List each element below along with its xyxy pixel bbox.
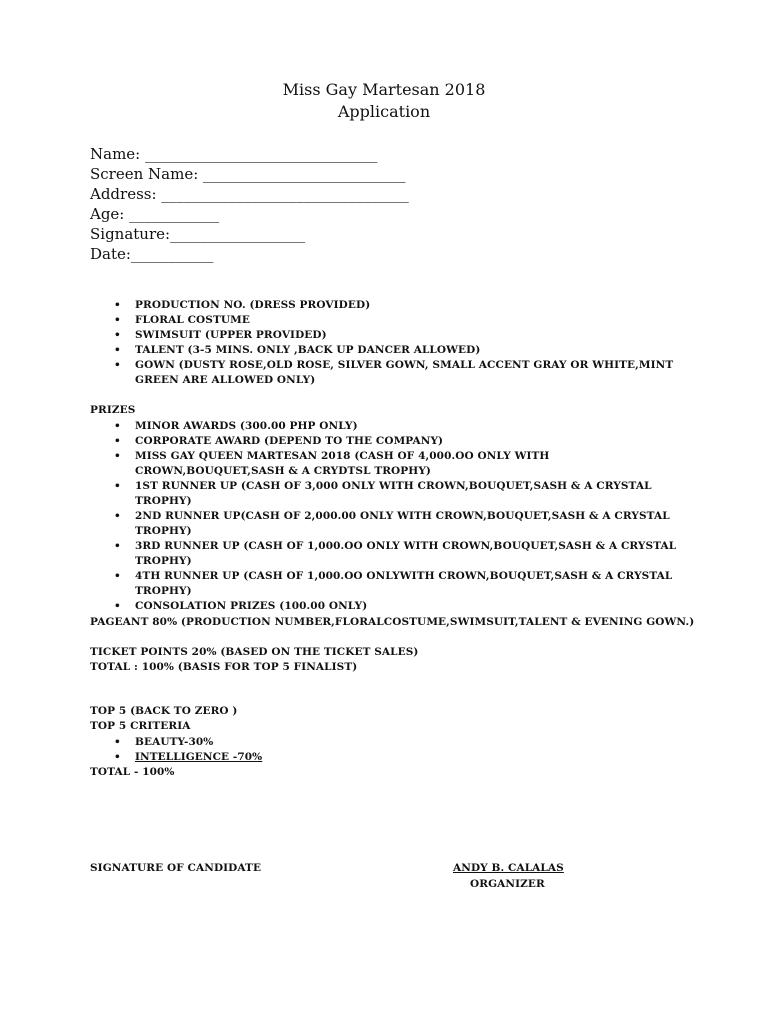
document-title: Miss Gay Martesan 2018 <box>282 80 486 99</box>
candidate-signature-label: SIGNATURE OF CANDIDATE <box>90 862 262 874</box>
list-item: • 3RD RUNNER UP (CASH OF 1,000.OO ONLY WITH CROWN,BOUQUET,SASH & A CRYSTAL TROPHY) <box>90 539 690 569</box>
name-field: Name: _______________________________ <box>90 145 378 163</box>
criteria-total: TOTAL - 100% <box>90 766 175 778</box>
prize-list <box>90 419 690 614</box>
pageant-scoring: PAGEANT 80% (PRODUCTION NUMBER,FLORALCOSTUME,SWIMSUIT,TALENT & EVENING GOWN.) <box>90 616 695 628</box>
date-field: Date:___________ <box>90 245 214 263</box>
address-field: Address: _________________________________ <box>90 185 409 203</box>
list-item: • 1ST RUNNER UP (CASH OF 3,000 ONLY WITH CROWN,BOUQUET,SASH & A CRYSTAL TROPHY) <box>90 479 690 509</box>
age-field: Age: ____________ <box>90 205 220 223</box>
signature-field: Signature:__________________ <box>90 225 306 243</box>
document-subtitle: Application <box>337 102 431 121</box>
list-item <box>90 750 690 765</box>
ticket-scoring: TICKET POINTS 20% (BASED ON THE TICKET SALES) <box>90 646 419 658</box>
list-item: • MISS GAY QUEEN MARTESAN 2018 (CASH OF 4,000.OO ONLY WITH CROWN,BOUQUET,SASH & A CRYDTSL TROPHY) <box>90 449 690 479</box>
list-item: • TALENT (3-5 MINS. ONLY ,BACK UP DANCER ALLOWED) <box>90 343 690 358</box>
criteria-intelligence: INTELLIGENCE -70% <box>135 751 263 763</box>
list-item: • BEAUTY-30% <box>90 735 690 750</box>
top5-heading: TOP 5 (BACK TO ZERO ) <box>90 705 238 717</box>
list-item: • MINOR AWARDS (300.00 PHP ONLY) <box>90 419 690 434</box>
list-item: • CORPORATE AWARD (DEPEND TO THE COMPANY) <box>90 434 690 449</box>
organizer-role: ORGANIZER <box>470 878 545 890</box>
list-item: • 2ND RUNNER UP(CASH OF 2,000.00 ONLY WITH CROWN,BOUQUET,SASH & A CRYSTAL TROPHY) <box>90 509 690 539</box>
organizer-name: ANDY B. CALALAS <box>453 862 564 874</box>
list-item: • 4TH RUNNER UP (CASH OF 1,000.OO ONLYWITH CROWN,BOUQUET,SASH & A CRYSTAL TROPHY) <box>90 569 690 599</box>
list-item: • SWIMSUIT (UPPER PROVIDED) <box>90 328 690 343</box>
list-item: • FLORAL COSTUME <box>90 313 690 328</box>
screen-name-field: Screen Name: ___________________________ <box>90 165 406 183</box>
criteria-label: TOP 5 CRITERIA <box>90 720 191 732</box>
list-item: • CONSOLATION PRIZES (100.00 ONLY) <box>90 599 690 614</box>
prizes-heading: PRIZES <box>90 404 136 416</box>
scoring-total: TOTAL : 100% (BASIS FOR TOP 5 FINALIST) <box>90 661 358 673</box>
list-item: • PRODUCTION NO. (DRESS PROVIDED) <box>90 298 690 313</box>
criteria-list <box>90 735 690 765</box>
list-item: • GOWN (DUSTY ROSE,OLD ROSE, SILVER GOWN, SMALL ACCENT GRAY OR WHITE,MINT GREEN ARE ALLOWED ONLY) <box>90 358 690 388</box>
event-list <box>90 298 690 388</box>
